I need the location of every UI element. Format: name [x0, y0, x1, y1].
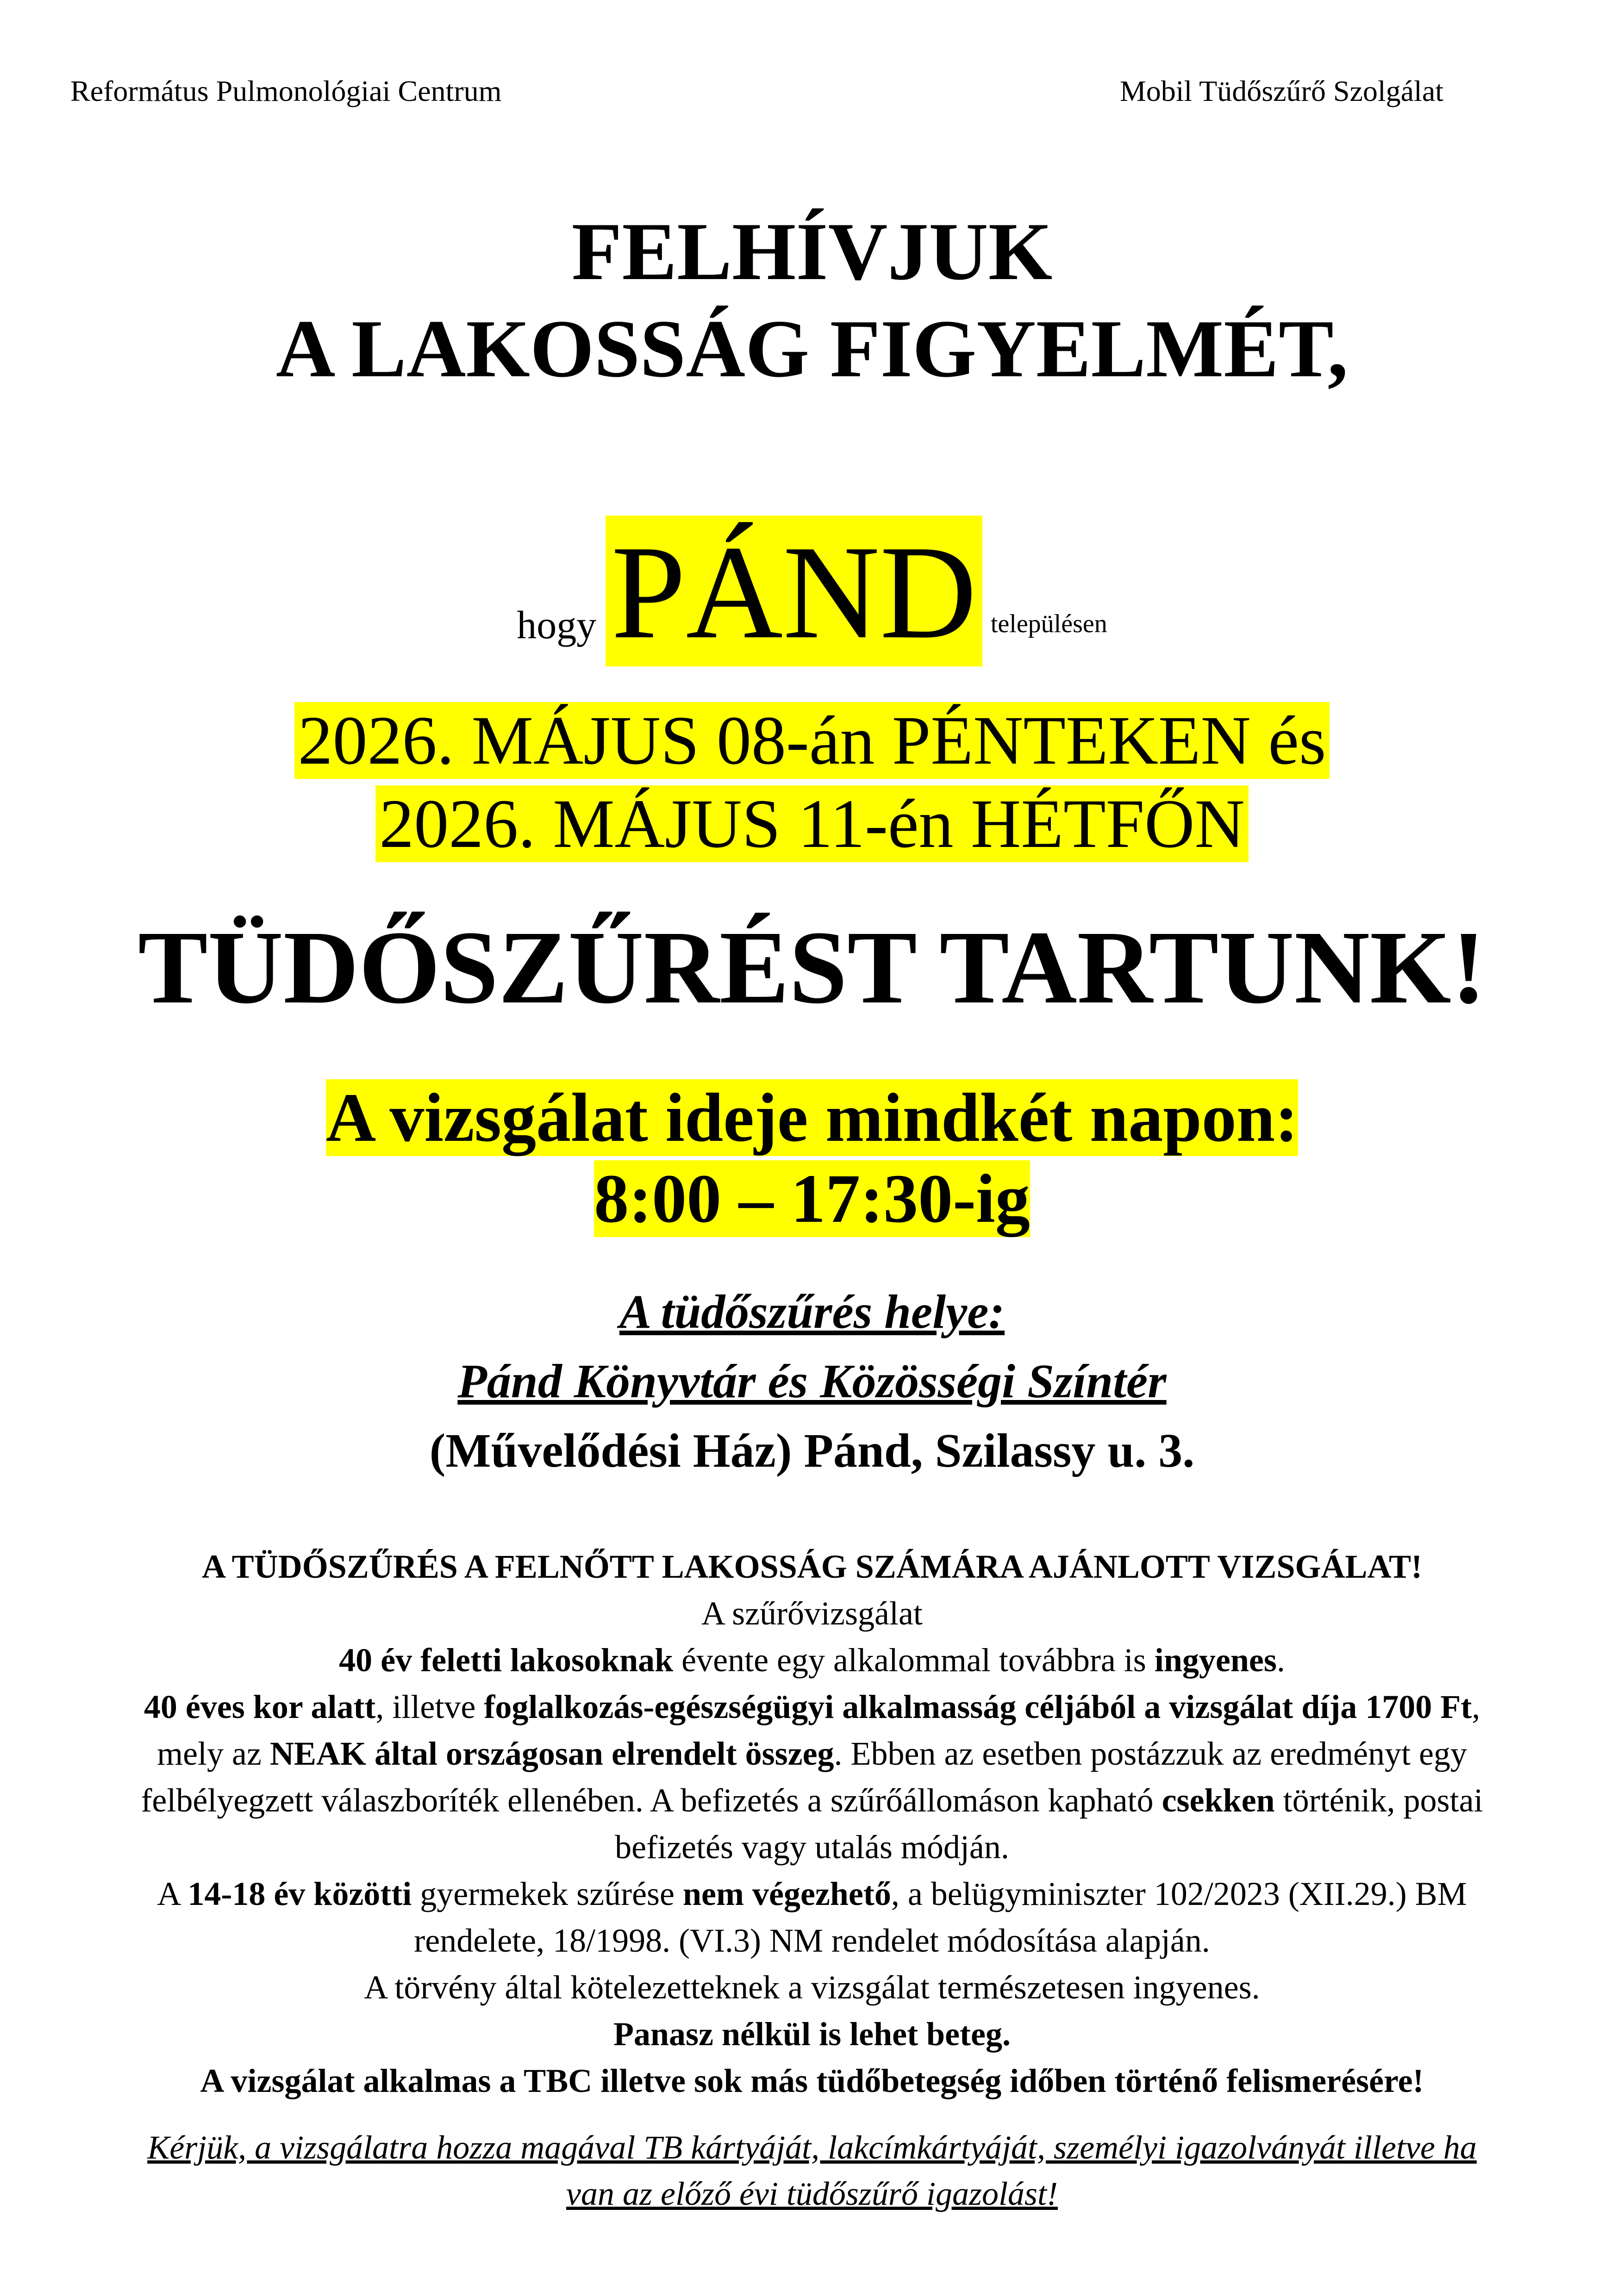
info-line — [0, 1637, 1624, 1684]
place-name-wrap — [0, 1347, 1624, 1416]
info-bold: 14-18 év közötti — [187, 1875, 412, 1912]
time-label-wrap — [0, 1076, 1624, 1159]
info-line — [0, 1730, 1624, 1777]
location-prefix: hogy — [517, 603, 597, 647]
time-range-wrap — [0, 1157, 1624, 1240]
date-line-2: 2026. MÁJUS 11-én HÉTFŐN — [375, 785, 1248, 862]
place-label-wrap — [0, 1277, 1624, 1347]
info-bold: NEAK által országosan elrendelt összeg — [269, 1735, 834, 1772]
place-label: A tüdőszűrés helye: — [619, 1285, 1005, 1338]
info-text: történik, postai — [1274, 1782, 1483, 1819]
info-bold: 40 éves kor alatt — [144, 1688, 376, 1725]
time-range: 8:00 – 17:30-ig — [594, 1160, 1030, 1237]
closing-line-2: A vizsgálat alkalmas a TBC illetve sok más tüdőbetegség időben történő felismerésére! — [200, 2062, 1424, 2099]
info-text: , a belügyminiszter 102/2023 (XII.29.) BM — [891, 1875, 1467, 1912]
info-bold: csekken — [1162, 1782, 1275, 1819]
date-line-2-wrap — [0, 780, 1624, 868]
info-text: , illetve — [375, 1688, 484, 1725]
title-line-2: A LAKOSSÁG FIGYELMÉT, — [275, 303, 1349, 394]
header-right-service: Mobil Tüdőszűrő Szolgálat — [1119, 75, 1443, 107]
location-suffix: településen — [990, 610, 1107, 638]
info-bold: foglalkozás-egészségügyi alkalmasság céljából a vizsgálat díja 1700 Ft — [484, 1688, 1472, 1725]
info-block — [0, 1590, 1624, 2011]
info-text: . Ebben az esetben postázzuk az eredményt egy — [834, 1735, 1467, 1772]
date-line-1: 2026. MÁJUS 08-án PÉNTEKEN és — [294, 702, 1330, 779]
info-line: A törvény által kötelezetteknek a vizsgálat természetesen ingyenes. — [364, 1969, 1260, 2006]
info-text: évente egy alkalommal továbbra is — [673, 1642, 1155, 1679]
closing-block — [0, 2011, 1624, 2104]
info-text: gyermekek szűrése — [412, 1875, 683, 1912]
footer-line-2: van az előző évi tüdőszűrő igazolást! — [566, 2175, 1058, 2212]
time-label: A vizsgálat ideje mindkét napon: — [325, 1079, 1299, 1156]
info-bold: nem végezhető — [683, 1875, 891, 1912]
footer-line-1: Kérjük, a vizsgálatra hozza magával TB kártyáját, lakcímkártyáját, személyi igazolványát illetve ha — [147, 2129, 1477, 2166]
footer-note — [0, 2124, 1624, 2217]
header-left-org: Református Pulmonológiai Centrum — [70, 75, 502, 107]
info-text: mely az — [157, 1735, 270, 1772]
info-line — [0, 1777, 1624, 1824]
info-line: A szűrővizsgálat — [701, 1595, 923, 1632]
town-name: PÁND — [606, 516, 982, 666]
info-line: rendelete, 18/1998. (VI.3) NM rendelet módosítása alapján. — [414, 1922, 1210, 1959]
info-bold: ingyenes — [1154, 1642, 1277, 1679]
info-heading: A TÜDŐSZŰRÉS A FELNŐTT LAKOSSÁG SZÁMÁRA AJÁNLOTT VIZSGÁLAT! — [201, 1548, 1423, 1585]
info-line — [0, 1871, 1624, 1917]
place-address: (Művelődési Ház) Pánd, Szilassy u. 3. — [429, 1424, 1195, 1477]
info-text: , — [1472, 1688, 1480, 1725]
info-text: . — [1276, 1642, 1285, 1679]
title-line-1: FELHÍVJUK — [571, 205, 1053, 297]
info-text: A — [157, 1875, 188, 1912]
date-line-1-wrap — [0, 697, 1624, 784]
info-line — [0, 1684, 1624, 1730]
info-text: felbélyegzett válaszboríték ellenében. A befizetés a szűrőállomáson kapható — [141, 1782, 1162, 1819]
closing-line-1: Panasz nélkül is lehet beteg. — [613, 2016, 1011, 2053]
info-line: befizetés vagy utalás módján. — [615, 1829, 1009, 1866]
info-bold: 40 év feletti lakosoknak — [339, 1642, 674, 1679]
screening-announcement: TÜDŐSZŰRÉST TARTUNK! — [138, 909, 1486, 1025]
place-name: Pánd Könyvtár és Közösségi Színtér — [457, 1355, 1167, 1408]
location-line — [0, 481, 1624, 666]
